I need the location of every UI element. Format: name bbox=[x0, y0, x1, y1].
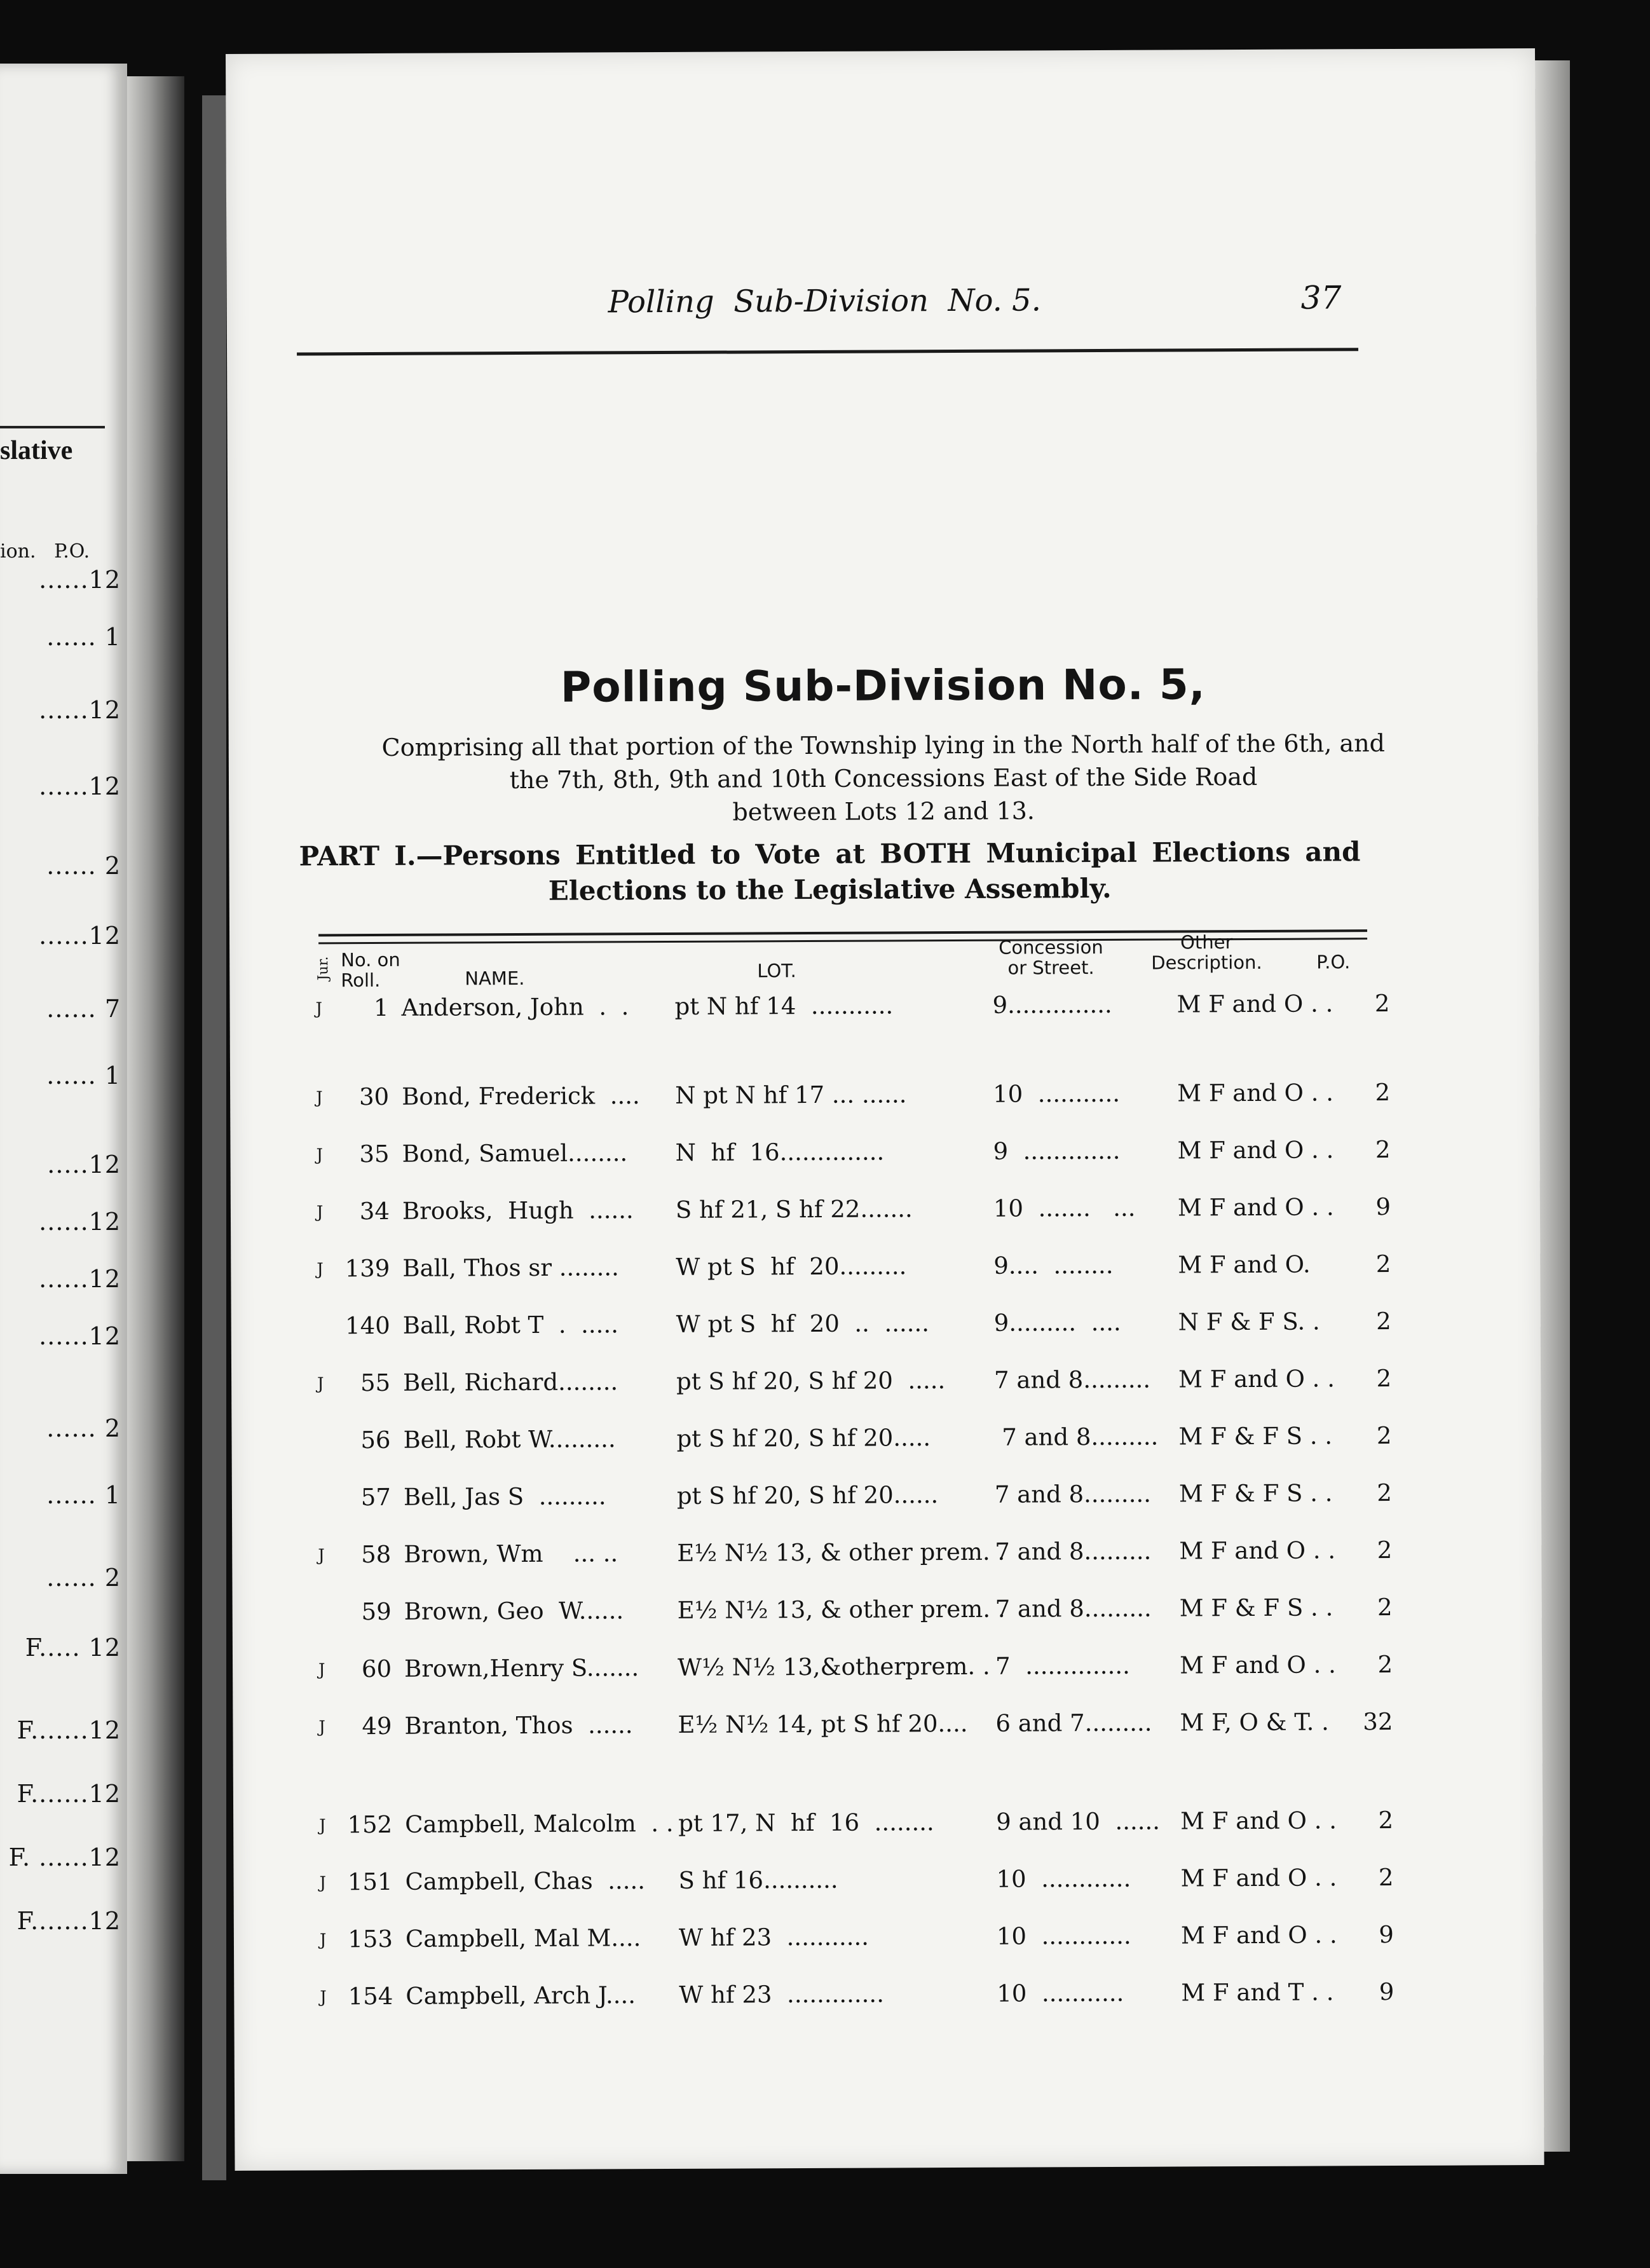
left-page-number: ...... 1 bbox=[46, 1481, 121, 1509]
left-page-number: F.......12 bbox=[17, 1780, 121, 1808]
voter-name: Brown, Geo W...... bbox=[404, 1597, 624, 1625]
other-description: M F and O. bbox=[1178, 1250, 1311, 1279]
other-description: M F and T . . bbox=[1181, 1978, 1334, 2007]
roll-number: 35 bbox=[359, 1140, 390, 1168]
voter-name: Brooks, Hugh ...... bbox=[402, 1196, 634, 1225]
roll-number: 60 bbox=[361, 1655, 392, 1683]
other-description: M F and O . . bbox=[1179, 1536, 1336, 1565]
lot: W hf 23 ........... bbox=[678, 1923, 869, 1951]
part-heading-line-1: PART I.—Persons Entitled to Vote at BOTH Municipal Elections and bbox=[299, 836, 1361, 872]
post-office: 2 bbox=[1378, 1807, 1394, 1834]
left-page-number: ......12 bbox=[39, 696, 121, 724]
jur-mark: J bbox=[316, 1203, 324, 1222]
jur-mark: J bbox=[316, 1145, 324, 1165]
post-office: 2 bbox=[1375, 1079, 1391, 1107]
jur-mark: J bbox=[319, 1930, 327, 1950]
other-description: M F and O . . bbox=[1176, 990, 1333, 1018]
left-page-number: ...... 1 bbox=[46, 1062, 121, 1090]
jur-mark: J bbox=[318, 1660, 325, 1680]
post-office: 2 bbox=[1376, 1365, 1392, 1393]
lot: pt S hf 20, S hf 20 ..... bbox=[676, 1367, 946, 1395]
voter-name: Branton, Thos ...... bbox=[404, 1711, 633, 1740]
concession: 10 ........... bbox=[993, 1079, 1121, 1108]
left-page-rule bbox=[0, 426, 105, 428]
jur-mark: J bbox=[319, 1873, 327, 1893]
lot: N pt N hf 17 ... ...... bbox=[675, 1081, 907, 1109]
roll-number: 55 bbox=[360, 1369, 391, 1397]
other-description: M F and O . . bbox=[1179, 1651, 1336, 1679]
voter-name: Ball, Thos sr ........ bbox=[402, 1254, 619, 1282]
running-head: Polling Sub-Division No. 5. bbox=[608, 282, 1042, 320]
post-office: 2 bbox=[1375, 1136, 1391, 1164]
book-gutter bbox=[202, 95, 226, 2180]
other-description: M F & F S . . bbox=[1178, 1422, 1333, 1451]
lot: pt S hf 20, S hf 20...... bbox=[676, 1481, 939, 1510]
col-header-other-description: Other Description. bbox=[1151, 931, 1262, 974]
left-page-number: F.......12 bbox=[17, 1716, 121, 1744]
other-description: M F and O . . bbox=[1180, 1807, 1337, 1835]
jur-mark: J bbox=[320, 1988, 327, 2007]
voter-name: Anderson, John . . bbox=[401, 993, 629, 1021]
lot: S hf 16.......... bbox=[678, 1866, 838, 1894]
concession: 6 and 7......... bbox=[995, 1709, 1152, 1737]
concession: 7 and 8......... bbox=[995, 1594, 1152, 1623]
post-office: 32 bbox=[1363, 1708, 1393, 1736]
col-header-concession: Concession or Street. bbox=[999, 936, 1103, 979]
roll-number: 140 bbox=[345, 1311, 390, 1340]
table-row bbox=[231, 1192, 1540, 1236]
lot: W½ N½ 13,&otherprem. . bbox=[677, 1652, 990, 1681]
lot: S hf 21, S hf 22....... bbox=[675, 1195, 913, 1224]
lot: pt 17, N hf 16 ........ bbox=[678, 1808, 934, 1837]
concession: 9 and 10 ...... bbox=[996, 1807, 1161, 1836]
post-office: 2 bbox=[1375, 1250, 1391, 1278]
voter-name: Campbell, Arch J.... bbox=[406, 1981, 636, 2010]
left-page-number: ......12 bbox=[39, 1322, 121, 1350]
roll-number: 58 bbox=[361, 1540, 392, 1569]
table-row bbox=[230, 1078, 1539, 1122]
left-page-number: .....12 bbox=[47, 1151, 121, 1178]
post-office: 2 bbox=[1374, 990, 1390, 1018]
table-row bbox=[234, 1978, 1543, 2021]
other-description: M F, O & T. . bbox=[1180, 1708, 1329, 1737]
left-facing-page bbox=[0, 64, 127, 2174]
voter-name: Campbell, Chas ..... bbox=[405, 1867, 646, 1896]
left-page-number: ......12 bbox=[39, 772, 121, 800]
left-page-number: ...... 2 bbox=[46, 1564, 121, 1592]
table-row bbox=[231, 1421, 1541, 1465]
other-description: M F and O . . bbox=[1180, 1921, 1337, 1950]
roll-number: 152 bbox=[347, 1810, 393, 1839]
table-row bbox=[232, 1536, 1541, 1580]
jur-mark: J bbox=[315, 999, 323, 1019]
left-page-number: ......12 bbox=[39, 566, 121, 594]
concession: 10 ....... ... bbox=[993, 1194, 1136, 1222]
voter-name: Bond, Samuel........ bbox=[402, 1139, 628, 1168]
other-description: M F and O . . bbox=[1177, 1193, 1334, 1222]
left-page-number: ...... 2 bbox=[46, 852, 121, 880]
post-office: 9 bbox=[1379, 1978, 1394, 2006]
post-office: 2 bbox=[1377, 1594, 1393, 1622]
roll-number: 139 bbox=[344, 1254, 390, 1283]
other-description: N F & F S. . bbox=[1178, 1308, 1320, 1336]
voter-name: Campbell, Malcolm . . bbox=[405, 1809, 674, 1838]
lot: pt N hf 14 ........... bbox=[674, 992, 894, 1020]
description-line-2: the 7th, 8th, 9th and 10th Concessions East of the Side Road bbox=[509, 762, 1258, 795]
concession: 9......... .... bbox=[993, 1308, 1121, 1337]
section-title: Polling Sub-Division No. 5, bbox=[560, 660, 1206, 712]
left-page-number: ......12 bbox=[39, 1265, 121, 1293]
left-page-number: ......12 bbox=[39, 922, 121, 950]
jur-mark: J bbox=[316, 1088, 323, 1108]
voter-name: Brown, Wm ... .. bbox=[404, 1540, 618, 1568]
jur-mark: J bbox=[317, 1374, 324, 1394]
roll-number: 59 bbox=[361, 1597, 392, 1626]
concession: 10 ........... bbox=[997, 1979, 1124, 2007]
roll-number: 57 bbox=[360, 1483, 392, 1512]
roll-number: 1 bbox=[373, 994, 389, 1021]
part-heading-line-2: Elections to the Legislative Assembly. bbox=[548, 872, 1112, 906]
col-header-lot: LOT. bbox=[757, 960, 796, 982]
other-description: M F & F S . . bbox=[1179, 1594, 1333, 1622]
lot: W pt S hf 20......... bbox=[676, 1252, 907, 1281]
concession: 10 ............ bbox=[996, 1864, 1131, 1893]
roll-number: 56 bbox=[360, 1426, 391, 1454]
lot: E½ N½ 14, pt S hf 20.... bbox=[678, 1709, 968, 1739]
col-header-name: NAME. bbox=[465, 967, 525, 990]
lot: W hf 23 ............. bbox=[679, 1980, 884, 2009]
other-description: M F and O . . bbox=[1180, 1864, 1337, 1892]
left-page-number: ...... 2 bbox=[46, 1414, 121, 1442]
post-office: 2 bbox=[1377, 1651, 1393, 1679]
lot: E½ N½ 13, & other prem. . bbox=[677, 1538, 1006, 1567]
concession: 9.............. bbox=[992, 990, 1112, 1019]
voter-name: Bell, Robt W......... bbox=[403, 1425, 616, 1454]
description-line-1: Comprising all that portion of the Township lying in the North half of the 6th, and bbox=[381, 729, 1386, 762]
post-office: 2 bbox=[1377, 1536, 1393, 1564]
left-page-number: ...... 1 bbox=[46, 623, 121, 651]
left-page-edge bbox=[127, 76, 184, 2161]
lot: N hf 16.............. bbox=[675, 1138, 885, 1166]
table-row bbox=[232, 1479, 1541, 1522]
concession: 7 and 8......... bbox=[994, 1365, 1151, 1394]
concession: 7 and 8......... bbox=[995, 1537, 1152, 1566]
jur-mark: J bbox=[317, 1260, 324, 1280]
post-office: 2 bbox=[1378, 1864, 1394, 1892]
post-office: 9 bbox=[1379, 1921, 1394, 1949]
voter-list-page bbox=[226, 48, 1544, 2171]
lot: pt S hf 20, S hf 20..... bbox=[676, 1424, 931, 1452]
roll-number: 151 bbox=[347, 1868, 393, 1896]
left-page-number: ......12 bbox=[39, 1208, 121, 1236]
concession: 9 ............. bbox=[993, 1137, 1121, 1165]
table-row bbox=[234, 1920, 1543, 1964]
concession: 7 and 8......... bbox=[994, 1480, 1152, 1508]
concession: 10 ............ bbox=[996, 1922, 1131, 1950]
voter-name: Ball, Robt T . ..... bbox=[402, 1311, 619, 1339]
table-row bbox=[233, 1650, 1542, 1694]
left-page-number: F. ......12 bbox=[8, 1843, 121, 1871]
left-page-title: slative bbox=[0, 436, 73, 465]
post-office: 9 bbox=[1375, 1193, 1391, 1221]
voter-name: Bond, Frederick .... bbox=[402, 1082, 640, 1110]
header-rule bbox=[297, 348, 1358, 355]
other-description: M F and O . . bbox=[1178, 1365, 1335, 1393]
table-row bbox=[233, 1707, 1542, 1751]
table-row bbox=[233, 1806, 1543, 1850]
post-office: 2 bbox=[1376, 1422, 1392, 1450]
left-page-number: F..... 12 bbox=[25, 1634, 121, 1662]
table-row bbox=[231, 1250, 1540, 1294]
lot: W pt S hf 20 .. ...... bbox=[676, 1309, 930, 1338]
concession: 7 .............. bbox=[995, 1651, 1130, 1680]
page-number: 37 bbox=[1300, 279, 1342, 317]
roll-number: 34 bbox=[359, 1197, 390, 1226]
post-office: 2 bbox=[1376, 1308, 1391, 1336]
other-description: M F & F S . . bbox=[1178, 1479, 1333, 1508]
table-row bbox=[229, 989, 1539, 1033]
concession: 9.... ........ bbox=[993, 1251, 1114, 1280]
jur-mark: J bbox=[319, 1816, 326, 1836]
post-office: 2 bbox=[1377, 1479, 1392, 1507]
table-row bbox=[231, 1307, 1541, 1351]
col-header-po: P.O. bbox=[1316, 951, 1351, 973]
table-row bbox=[233, 1593, 1542, 1637]
part-heading bbox=[299, 834, 1360, 910]
voter-name: Bell, Jas S ......... bbox=[403, 1482, 606, 1511]
left-page-number: F.......12 bbox=[17, 1907, 121, 1935]
other-description: M F and O . . bbox=[1177, 1079, 1334, 1107]
col-header-no-on-roll: No. on Roll. bbox=[341, 948, 400, 992]
voter-name: Campbell, Mal M.... bbox=[405, 1924, 641, 1953]
left-page-column-header: ion. P.O. bbox=[0, 540, 90, 563]
other-description: M F and O . . bbox=[1177, 1136, 1334, 1165]
lot: E½ N½ 13, & other prem. . bbox=[677, 1595, 1006, 1624]
roll-number: 30 bbox=[358, 1083, 390, 1111]
description-line-3: between Lots 12 and 13. bbox=[732, 796, 1035, 826]
jur-mark: J bbox=[318, 1546, 325, 1566]
table-row bbox=[230, 1135, 1539, 1179]
voter-name: Bell, Richard........ bbox=[403, 1368, 618, 1397]
roll-number: 153 bbox=[348, 1925, 393, 1953]
col-header-jur: Jur. bbox=[315, 956, 332, 981]
table-row bbox=[233, 1863, 1543, 1907]
table-row bbox=[231, 1364, 1541, 1408]
concession: 7 and 8......... bbox=[994, 1423, 1159, 1451]
jur-mark: J bbox=[318, 1718, 325, 1737]
voter-name: Brown,Henry S....... bbox=[404, 1654, 639, 1683]
left-page-number: ...... 7 bbox=[46, 995, 121, 1023]
roll-number: 49 bbox=[362, 1712, 392, 1740]
roll-number: 154 bbox=[348, 1982, 393, 2011]
